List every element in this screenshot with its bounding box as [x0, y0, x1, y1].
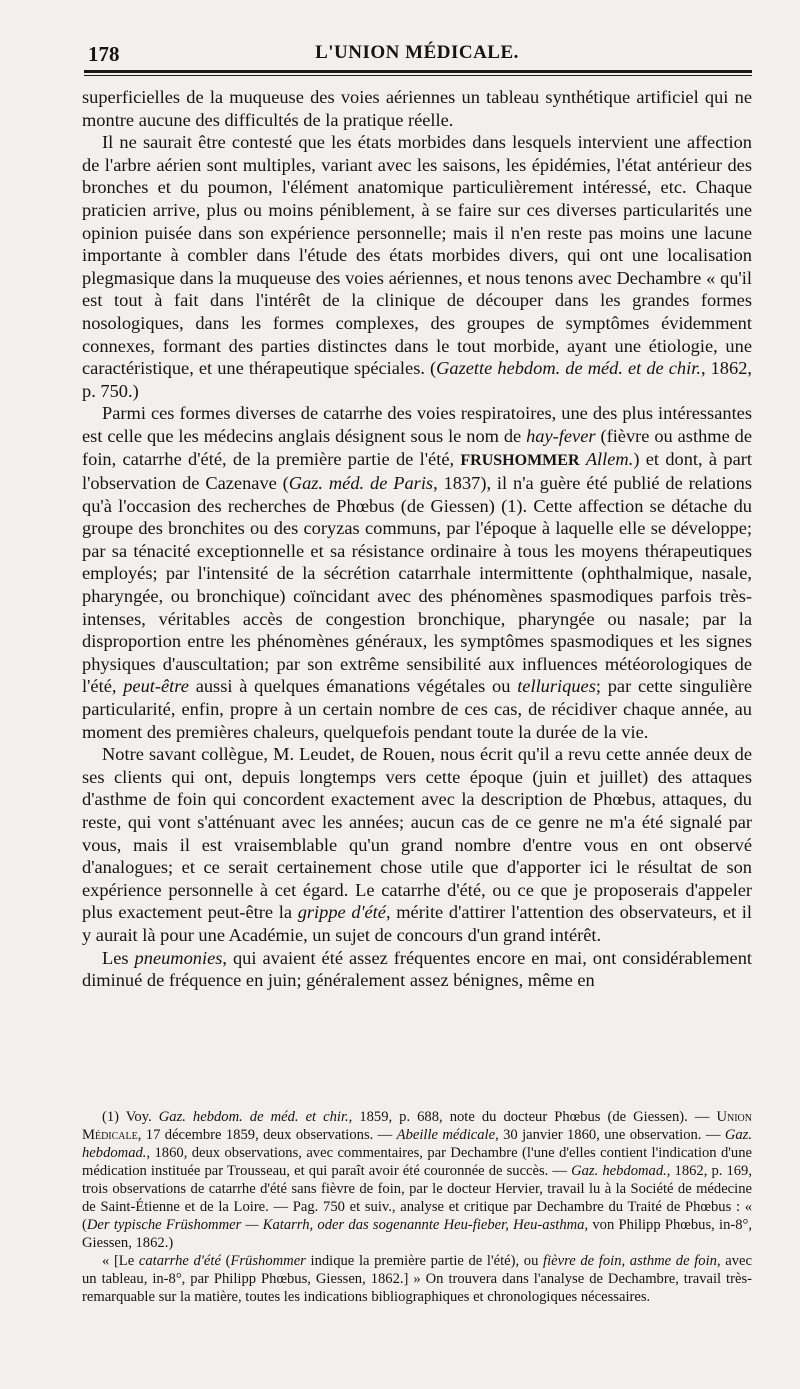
paragraph-2: Il ne saurait être contesté que les états morbides dans lesquels intervient une affection de l'arbre aérien sont multiples, variant avec les saisons, les épidémies, l'état antérieur des bronches et du poumon, l'élément anatomique particulièrement intéressé, etc. Chaque praticien arrive, plus ou moins péniblement, à se faire sur ces diverses particularités une opinion puisée dans son expérience personnelle; mais il n'en reste pas moins une lacune importante à combler dans l'étude des états morbides divers, qui ont une localisation plegmasique dans la muqueuse des voies aériennes, et nous tenons avec Dechambre « qu'il est tout à fait dans l'intérêt de la clinique de découper dans les grandes formes nosologiques, dans les formes complexes, des groupes de symptômes évidemment connexes, formant des parties distinctes dans le tout morbide, ayant une étiologie, une caractéristique, et une thérapeutique spéciales. (Gazette hebdom. de méd. et de chir., 1862, p. 750.)	[82, 132, 752, 401]
header-rule	[84, 70, 752, 73]
header-rule-thin	[84, 75, 752, 76]
footnotes	[82, 1108, 752, 1306]
paragraph-1: superficielles de la muqueuse des voies aériennes un tableau synthétique artificiel qui ne montre aucune des difficultés de la pratique réelle.	[82, 87, 752, 130]
page-header	[82, 38, 752, 68]
paragraph-3: Parmi ces formes diverses de catarrhe des voies respiratoires, une des plus intéressantes est celle que les médecins anglais désignent sous le nom de hay-fever (fièvre ou asthme de foin, catarrhe d'été, de la première partie de l'été, FRUSHOMMER Allem.) et dont, à part l'observation de Cazenave (Gaz. méd. de Paris, 1837), il n'a guère été publié de relations qu'à l'occasion des recherches de Phœbus (de Giessen) (1). Cette affection se détache du groupe des bronchites ou des coryzas communs, par l'époque à laquelle elle se développe; par sa ténacité exceptionnelle et sa résistance ordinaire à tous les moyens thérapeutiques employés; par l'intensité de la sécrétion catarrhale intermittente (ophthalmique, nasale, pharyngée, ou bronchique) coïncidant avec des phénomènes spasmodiques parfois très-intenses, véritables accès de congestion bronchique, pharyngée ou nasale; par la disproportion entre les phénomènes généraux, les symptômes spasmodiques et les signes physiques d'auscultation; par son extrême sensibilité aux influences météorologiques de l'été, peut-être aussi à quelques émanations végétales ou telluriques; par cette singulière particularité, enfin, propre à un certain nombre de ces cas, de récidiver chaque année, au moment des premières chaleurs, quelquefois pendant toute la durée de la vie.	[82, 403, 753, 742]
page-number: 178	[88, 42, 120, 66]
running-title: L'UNION MÉDICALE.	[315, 42, 519, 63]
body-text	[82, 86, 752, 992]
footnote-2: « [Le catarrhe d'été (Früshommer indique la première partie de l'été), ou fièvre de foin, asthme de foin, avec un tableau, in-8°, par Philipp Phœbus, Giessen, 1862.] » On trouvera dans l'analyse de Dechambre, travail très-remarquable sur la matière, toutes les indications bibliographiques et chronologiques nécessaires.	[82, 1253, 752, 1305]
paragraph-5: Les pneumonies, qui avaient été assez fréquentes encore en mai, ont considérablement diminué de fréquence en juin; généralement assez bénignes, même en	[82, 947, 752, 991]
page	[82, 38, 753, 1305]
citation-gazette: Gazette hebdom. de méd. et de chir.	[436, 358, 701, 379]
paragraph-4: Notre savant collègue, M. Leudet, de Rouen, nous écrit qu'il a revu cette année deux de ses clients qui ont, depuis longtemps vers cette époque (juin et juillet) des attaques d'asthme de foin qui concordent exactement avec la description de Phœbus, attaques, du reste, qui vont s'atténuant avec les années; aucun cas de ce genre ne m'a été signalé par vous, mais il est vraisemblable qu'un grand nombre d'entre vous en ont observé d'analogues; et ce serait certainement chose utile que d'apporter ici le résultat de son expérience personnelle à cet égard. Le catarrhe d'été, ou ce que je proposerais d'appeler plus exactement peut-être la grippe d'été, mérite d'attirer l'attention des observateurs, et il y aurait là pour une Académie, un sujet de concours d'un grand intérêt.	[82, 744, 752, 945]
footnote-1: (1) Voy. Gaz. hebdom. de méd. et chir., 1859, p. 688, note du docteur Phœbus (de Giessen). — Union Médicale, 17 décembre 1859, deux observations. — Abeille médicale, 30 janvier 1860, une observation. — Gaz. hebdomad., 1860, deux observations, avec commentaires, par Dechambre (l'une d'elles contient l'indication d'une médication instituée par Trousseau, et qui paraît avoir été couronnée de succès. — Gaz. hebdomad., 1862, p. 169, trois observations de catarrhe d'été sans fièvre de foin, par le docteur Hervier, travail lu à la Société de médecine de Saint-Étienne et de la Loire. — Pag. 750 et suiv., analyse et critique par Dechambre du Traité de Phœbus : « (Der typische Früshommer — Katarrh, oder das sogenannte Heu-fieber, Heu-asthma, von Philipp Phœbus, in-8°, Giessen, 1862.)	[82, 1109, 753, 1251]
